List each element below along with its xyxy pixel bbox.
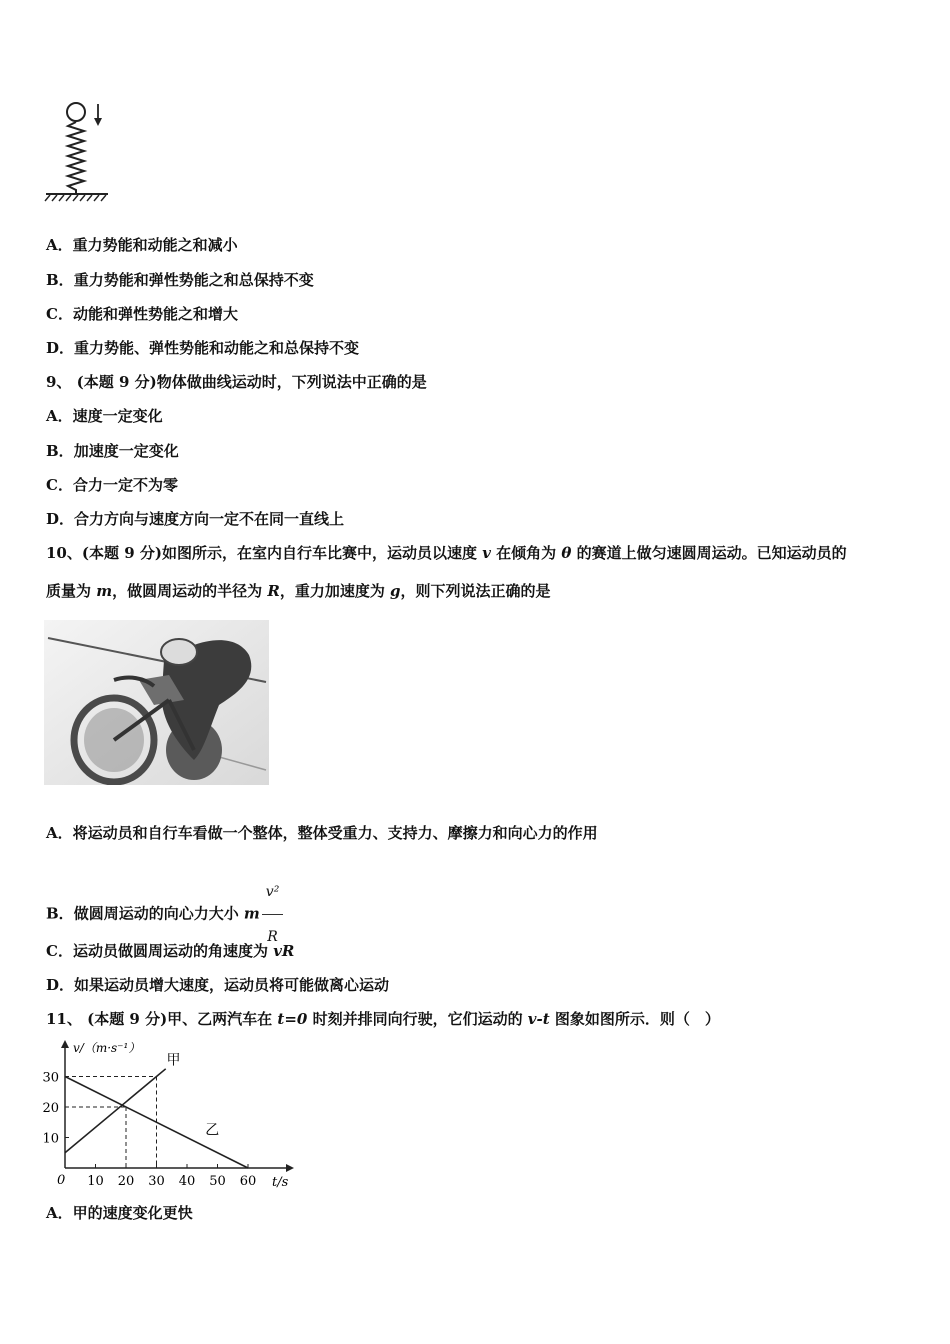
- q9-option-b[interactable]: B．加速度一定变化: [46, 442, 179, 460]
- q9-option-a[interactable]: A．速度一定变化: [46, 407, 163, 425]
- series-label-jia: 甲: [166, 1052, 181, 1069]
- y-axis-arrow: [61, 1040, 69, 1048]
- origin-label: 0: [57, 1173, 66, 1188]
- ball: [67, 103, 85, 121]
- q9-option-c[interactable]: C．合力一定不为零: [46, 476, 178, 494]
- y-tick-label-20: 20: [42, 1101, 59, 1116]
- x-axis-arrow: [286, 1164, 294, 1172]
- q9-stem: 9、 (本题 9 分)物体做曲线运动时，下列说法中正确的是: [46, 373, 427, 391]
- q8-option-b[interactable]: B．重力势能和弹性势能之和总保持不变: [46, 271, 314, 289]
- x-tick-label-30: 30: [148, 1174, 165, 1189]
- q10-stem-line1: 10、(本题 9 分)如图所示，在室内自行车比赛中，运动员以速度 v 在倾角为 θ 的赛道上做匀速圆周运动。已知运动员的: [46, 544, 847, 562]
- y-tick-label-10: 10: [42, 1131, 59, 1147]
- spring: [68, 122, 84, 193]
- q10-option-a[interactable]: A．将运动员和自行车看做一个整体，整体受重力、支持力、摩擦力和向心力的作用: [46, 824, 598, 842]
- series-label-yi: 乙: [205, 1122, 220, 1139]
- q8-option-c[interactable]: C．动能和弹性势能之和增大: [46, 305, 238, 323]
- q9-option-d[interactable]: D．合力方向与速度方向一定不在同一直线上: [46, 510, 345, 528]
- q8-option-a[interactable]: A．重力势能和动能之和减小: [46, 236, 238, 254]
- q11-option-a[interactable]: A．甲的速度变化更快: [46, 1204, 193, 1222]
- q8-option-d[interactable]: D．重力势能、弹性势能和动能之和总保持不变: [46, 339, 360, 357]
- x-axis-label: t/s: [272, 1175, 289, 1190]
- cyclist-photo: [44, 620, 269, 785]
- x-tick-label-50: 50: [209, 1174, 226, 1189]
- ground: [45, 194, 108, 201]
- q10-option-d[interactable]: D．如果运动员增大速度，运动员将可能做离心运动: [46, 976, 390, 994]
- centripetal-fraction: $\frac{\text{v²}}{R}$: [262, 872, 284, 957]
- q10-option-b[interactable]: B．做圆周运动的向心力大小 m $\frac{\text{v²}}{R}$: [46, 872, 283, 957]
- x-tick-label-10: 10: [87, 1174, 104, 1189]
- vt-chart: [40, 1038, 300, 1190]
- y-tick-label-30: 30: [42, 1070, 59, 1086]
- q10-option-c[interactable]: C．运动员做圆周运动的角速度为 vR: [46, 942, 295, 960]
- q10-stem-line2: 质量为 m，做圆周运动的半径为 R，重力加速度为 g，则下列说法正确的是: [46, 582, 551, 600]
- x-tick-label-40: 40: [178, 1174, 196, 1189]
- x-tick-label-60: 60: [239, 1174, 257, 1189]
- spring-ball-figure: [40, 98, 115, 203]
- q11-stem: 11、 (本题 9 分)甲、乙两汽车在 t=0 时刻并排同向行驶，它们运动的 v-t 图象如图所示．则（ ）: [46, 1010, 720, 1028]
- down-arrow-icon: [94, 104, 102, 126]
- x-tick-label-20: 20: [117, 1174, 135, 1189]
- y-axis-label: v/（m·s⁻¹）: [73, 1041, 141, 1055]
- series-line-jia-extension: [157, 1069, 166, 1077]
